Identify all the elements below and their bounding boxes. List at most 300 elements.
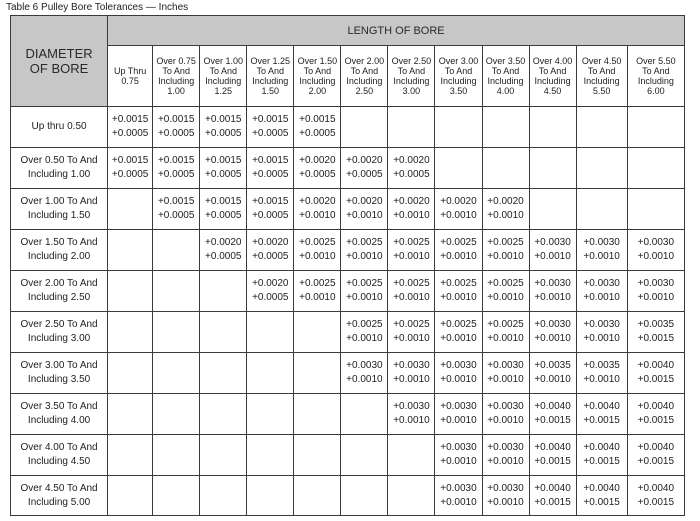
tolerance-value: +0.0005 bbox=[252, 128, 289, 139]
tolerance-cell bbox=[435, 476, 482, 516]
tolerance-cell bbox=[388, 271, 435, 312]
tolerance-value: +0.0030 bbox=[487, 482, 524, 494]
length-header: LENGTH OF BORE bbox=[108, 16, 685, 46]
tolerance-cell bbox=[627, 148, 684, 189]
tolerance-value: +0.0005 bbox=[393, 169, 430, 180]
tolerance-value: +0.0010 bbox=[440, 251, 477, 262]
tolerance-cell bbox=[200, 189, 247, 230]
row-label bbox=[11, 435, 108, 476]
tolerance-value: +0.0030 bbox=[440, 482, 477, 494]
tolerance-cell bbox=[341, 148, 388, 189]
column-header-line: Over 3.50 bbox=[485, 56, 526, 66]
tolerance-cell bbox=[153, 271, 200, 312]
tolerance-value: +0.0025 bbox=[299, 237, 336, 248]
column-header bbox=[108, 46, 153, 107]
row-label-line: Including 3.00 bbox=[27, 333, 91, 344]
tolerance-cell bbox=[529, 435, 576, 476]
row-label-line: Over 0.50 To And bbox=[20, 155, 98, 166]
tolerance-cell bbox=[576, 271, 627, 312]
tolerance-value: +0.0030 bbox=[487, 442, 524, 453]
tolerance-cell bbox=[108, 107, 153, 148]
column-header-line: Over 5.50 bbox=[636, 56, 676, 66]
column-header bbox=[576, 46, 627, 107]
tolerance-value: +0.0010 bbox=[487, 292, 524, 303]
tolerance-value: +0.0025 bbox=[487, 237, 524, 248]
tolerance-value: +0.0015 bbox=[637, 456, 675, 467]
tolerance-cell bbox=[247, 230, 294, 271]
tolerance-value: +0.0010 bbox=[534, 374, 571, 385]
tolerance-cell bbox=[388, 312, 435, 353]
tolerance-value: +0.0040 bbox=[583, 482, 620, 494]
row-label bbox=[11, 107, 108, 148]
column-header-line: To And bbox=[209, 66, 237, 76]
tolerance-value: +0.0015 bbox=[157, 114, 195, 125]
tolerance-cell bbox=[294, 312, 341, 353]
table-row bbox=[11, 230, 685, 271]
pulley-bore-table bbox=[10, 15, 685, 516]
tolerance-value: +0.0010 bbox=[534, 333, 571, 344]
tolerance-cell bbox=[627, 353, 684, 394]
tolerance-value: +0.0005 bbox=[299, 128, 336, 139]
table-row bbox=[11, 271, 685, 312]
tolerance-cell bbox=[482, 148, 529, 189]
tolerance-value: +0.0015 bbox=[583, 456, 620, 467]
column-header-line: To And bbox=[303, 66, 332, 76]
tolerance-value: +0.0010 bbox=[583, 333, 620, 344]
tolerance-value: +0.0010 bbox=[440, 210, 477, 221]
tolerance-cell bbox=[153, 394, 200, 435]
tolerance-value: +0.0015 bbox=[534, 456, 571, 467]
table-row bbox=[11, 353, 685, 394]
tolerance-cell bbox=[482, 435, 529, 476]
tolerance-value: +0.0020 bbox=[252, 278, 289, 289]
column-header-line: Over 4.00 bbox=[532, 56, 573, 66]
column-header-line: Including bbox=[440, 76, 477, 86]
tolerance-value: +0.0015 bbox=[637, 333, 675, 344]
tolerance-value: +0.0020 bbox=[393, 196, 430, 207]
tolerance-value: +0.0015 bbox=[299, 114, 336, 125]
tolerance-value: +0.0025 bbox=[487, 278, 524, 289]
row-label-line: Including 3.50 bbox=[27, 374, 91, 385]
column-header-line: Over 3.00 bbox=[438, 56, 479, 66]
tolerance-cell bbox=[200, 312, 247, 353]
tolerance-value: +0.0020 bbox=[346, 155, 383, 166]
tolerance-value: +0.0010 bbox=[393, 210, 430, 221]
tolerance-value: +0.0030 bbox=[346, 360, 383, 371]
tolerance-value: +0.0020 bbox=[299, 196, 336, 207]
tolerance-value: +0.0025 bbox=[440, 237, 477, 248]
tolerance-cell bbox=[294, 435, 341, 476]
tolerance-cell bbox=[529, 394, 576, 435]
column-header-line: 3.00 bbox=[402, 86, 421, 96]
row-label-line: Including 1.50 bbox=[27, 210, 91, 221]
tolerance-cell bbox=[294, 271, 341, 312]
tolerance-value: +0.0005 bbox=[205, 169, 242, 180]
tolerance-value: +0.0010 bbox=[393, 251, 430, 262]
tolerance-cell bbox=[153, 476, 200, 516]
tolerance-cell bbox=[247, 312, 294, 353]
column-header-line: Including bbox=[299, 76, 336, 86]
tolerance-value: +0.0030 bbox=[583, 278, 620, 289]
tolerance-value: +0.0010 bbox=[487, 251, 524, 262]
tolerance-value: +0.0010 bbox=[346, 292, 383, 303]
column-header bbox=[294, 46, 341, 107]
column-header-line: Including bbox=[487, 76, 524, 86]
tolerance-value: +0.0005 bbox=[299, 169, 336, 180]
tolerance-value: +0.0020 bbox=[205, 237, 242, 248]
tolerance-cell bbox=[247, 435, 294, 476]
table-row bbox=[11, 107, 685, 148]
row-label-line: Over 3.50 To And bbox=[20, 401, 98, 412]
tolerance-cell bbox=[108, 435, 153, 476]
tolerance-value: +0.0010 bbox=[299, 251, 336, 262]
row-label-line: Over 4.50 To And bbox=[20, 482, 98, 494]
tolerance-cell bbox=[247, 353, 294, 394]
column-header-line: To And bbox=[162, 66, 190, 76]
tolerance-cell bbox=[153, 435, 200, 476]
tolerance-value: +0.0010 bbox=[346, 251, 383, 262]
column-header-line: To And bbox=[256, 66, 285, 76]
tolerance-value: +0.0015 bbox=[637, 415, 675, 426]
tolerance-cell bbox=[108, 189, 153, 230]
tolerance-value: +0.0015 bbox=[534, 415, 571, 426]
tolerance-value: +0.0030 bbox=[583, 319, 620, 330]
tolerance-value: +0.0010 bbox=[440, 456, 477, 467]
tolerance-cell bbox=[529, 476, 576, 516]
row-label-line: Over 1.00 To And bbox=[20, 196, 98, 207]
tolerance-value: +0.0035 bbox=[637, 319, 675, 330]
tolerance-cell bbox=[576, 435, 627, 476]
tolerance-cell bbox=[435, 394, 482, 435]
tolerance-cell bbox=[627, 107, 684, 148]
column-header-line: Over 0.75 bbox=[156, 56, 196, 66]
tolerance-value: +0.0020 bbox=[393, 155, 430, 166]
tolerance-cell bbox=[482, 476, 529, 516]
table-row bbox=[11, 476, 685, 516]
tolerance-value: +0.0020 bbox=[252, 237, 289, 248]
tolerance-value: +0.0025 bbox=[393, 237, 430, 248]
tolerance-value: +0.0030 bbox=[534, 237, 571, 248]
tolerance-cell bbox=[153, 230, 200, 271]
tolerance-value: +0.0010 bbox=[393, 374, 430, 385]
tolerance-cell bbox=[153, 353, 200, 394]
column-header bbox=[435, 46, 482, 107]
tolerance-value: +0.0010 bbox=[440, 415, 477, 426]
tolerance-value: +0.0015 bbox=[111, 114, 149, 125]
table-body bbox=[11, 107, 685, 516]
tolerance-value: +0.0030 bbox=[440, 360, 477, 371]
tolerance-value: +0.0040 bbox=[534, 442, 571, 453]
tolerance-cell bbox=[108, 271, 153, 312]
tolerance-cell bbox=[341, 107, 388, 148]
tolerance-cell bbox=[200, 148, 247, 189]
column-header-line: Over 2.50 bbox=[391, 56, 432, 66]
tolerance-cell bbox=[200, 435, 247, 476]
tolerance-cell bbox=[435, 148, 482, 189]
tolerance-value: +0.0015 bbox=[534, 496, 571, 508]
tolerance-cell bbox=[247, 271, 294, 312]
tolerance-value: +0.0025 bbox=[393, 319, 430, 330]
tolerance-cell bbox=[482, 107, 529, 148]
tolerance-cell bbox=[435, 435, 482, 476]
tolerance-cell bbox=[388, 476, 435, 516]
tolerance-value: +0.0010 bbox=[487, 456, 524, 467]
tolerance-value: +0.0010 bbox=[393, 415, 430, 426]
column-header-line: 0.75 bbox=[121, 76, 139, 86]
tolerance-cell bbox=[388, 394, 435, 435]
tolerance-value: +0.0025 bbox=[393, 278, 430, 289]
tolerance-value: +0.0040 bbox=[637, 482, 675, 494]
tolerance-value: +0.0005 bbox=[252, 251, 289, 262]
tolerance-value: +0.0005 bbox=[157, 128, 195, 139]
tolerance-cell bbox=[388, 148, 435, 189]
column-header-line: 1.00 bbox=[167, 86, 185, 96]
tolerance-value: +0.0030 bbox=[487, 360, 524, 371]
diameter-header bbox=[11, 16, 108, 107]
table-row bbox=[11, 394, 685, 435]
tolerance-cell bbox=[529, 353, 576, 394]
tolerance-value: +0.0025 bbox=[440, 278, 477, 289]
table-row bbox=[11, 189, 685, 230]
tolerance-value: +0.0010 bbox=[440, 496, 477, 508]
tolerance-cell bbox=[388, 435, 435, 476]
table-row bbox=[11, 148, 685, 189]
tolerance-cell bbox=[576, 230, 627, 271]
tolerance-cell bbox=[435, 271, 482, 312]
row-label-line: Up thru 0.50 bbox=[31, 121, 87, 132]
tolerance-value: +0.0010 bbox=[487, 415, 524, 426]
column-header bbox=[627, 46, 684, 107]
tolerance-value: +0.0010 bbox=[393, 292, 430, 303]
tolerance-cell bbox=[200, 271, 247, 312]
tolerance-cell bbox=[482, 271, 529, 312]
tolerance-value: +0.0015 bbox=[252, 196, 289, 207]
tolerance-value: +0.0040 bbox=[637, 401, 675, 412]
tolerance-cell bbox=[294, 230, 341, 271]
tolerance-cell bbox=[529, 230, 576, 271]
tolerance-cell bbox=[294, 107, 341, 148]
tolerance-cell bbox=[627, 271, 684, 312]
tolerance-value: +0.0020 bbox=[487, 196, 524, 207]
tolerance-cell bbox=[341, 271, 388, 312]
column-header-line: Including bbox=[583, 76, 620, 86]
diameter-header-line: OF BORE bbox=[29, 61, 89, 76]
tolerance-value: +0.0010 bbox=[440, 374, 477, 385]
tolerance-value: +0.0015 bbox=[252, 155, 289, 166]
tolerance-value: +0.0015 bbox=[637, 374, 675, 385]
column-header-line: 6.00 bbox=[647, 86, 665, 96]
tolerance-cell bbox=[341, 312, 388, 353]
tolerance-cell bbox=[108, 476, 153, 516]
column-header-line: 1.25 bbox=[214, 86, 232, 96]
tolerance-value: +0.0030 bbox=[440, 442, 477, 453]
column-header-line: To And bbox=[587, 66, 616, 76]
column-header-line: 4.50 bbox=[543, 86, 562, 96]
tolerance-cell bbox=[482, 312, 529, 353]
column-header-line: Over 4.50 bbox=[581, 56, 622, 66]
tolerance-cell bbox=[576, 353, 627, 394]
column-header-line: To And bbox=[491, 66, 520, 76]
column-header bbox=[153, 46, 200, 107]
tolerance-value: +0.0010 bbox=[393, 333, 430, 344]
tolerance-cell bbox=[200, 107, 247, 148]
tolerance-cell bbox=[529, 189, 576, 230]
tolerance-cell bbox=[341, 353, 388, 394]
tolerance-value: +0.0005 bbox=[252, 292, 289, 303]
row-label-line: Over 1.50 To And bbox=[20, 237, 98, 248]
tolerance-value: +0.0005 bbox=[157, 210, 195, 221]
tolerance-cell bbox=[576, 476, 627, 516]
tolerance-value: +0.0010 bbox=[534, 292, 571, 303]
tolerance-cell bbox=[529, 312, 576, 353]
column-header bbox=[200, 46, 247, 107]
table-caption: Table 6 Pulley Bore Tolerances — Inches bbox=[6, 2, 189, 13]
column-header-row bbox=[11, 46, 685, 107]
tolerance-cell bbox=[388, 353, 435, 394]
tolerance-cell bbox=[247, 148, 294, 189]
column-header-line: Over 1.00 bbox=[203, 56, 243, 66]
tolerance-cell bbox=[200, 394, 247, 435]
tolerance-cell bbox=[576, 312, 627, 353]
column-header-line: 2.00 bbox=[308, 86, 327, 96]
tolerance-value: +0.0010 bbox=[440, 333, 477, 344]
tolerance-cell bbox=[529, 271, 576, 312]
tolerance-cell bbox=[341, 230, 388, 271]
column-header-line: Including bbox=[346, 76, 383, 86]
row-label bbox=[11, 353, 108, 394]
row-label-line: Including 1.00 bbox=[27, 169, 91, 180]
tolerance-cell bbox=[153, 312, 200, 353]
row-label-line: Over 2.50 To And bbox=[20, 319, 98, 330]
column-header bbox=[388, 46, 435, 107]
tolerance-value: +0.0040 bbox=[637, 442, 675, 453]
tolerance-value: +0.0010 bbox=[637, 251, 675, 262]
row-label bbox=[11, 312, 108, 353]
tolerance-value: +0.0020 bbox=[440, 196, 477, 207]
tolerance-value: +0.0015 bbox=[583, 415, 620, 426]
tolerance-cell bbox=[294, 353, 341, 394]
tolerance-cell bbox=[341, 394, 388, 435]
column-header-line: Over 1.25 bbox=[250, 56, 291, 66]
tolerance-cell bbox=[108, 353, 153, 394]
tolerance-value: +0.0005 bbox=[205, 210, 242, 221]
tolerance-value: +0.0040 bbox=[637, 360, 675, 371]
tolerance-cell bbox=[435, 189, 482, 230]
tolerance-cell bbox=[108, 148, 153, 189]
tolerance-cell bbox=[482, 230, 529, 271]
tolerance-value: +0.0005 bbox=[157, 169, 195, 180]
column-header bbox=[341, 46, 388, 107]
column-header-line: Including bbox=[393, 76, 430, 86]
tolerance-cell bbox=[294, 189, 341, 230]
column-header-line: 2.50 bbox=[355, 86, 374, 96]
tolerance-cell bbox=[247, 394, 294, 435]
tolerance-value: +0.0030 bbox=[487, 401, 524, 412]
tolerance-value: +0.0040 bbox=[534, 482, 571, 494]
tolerance-value: +0.0010 bbox=[440, 292, 477, 303]
tolerance-value: +0.0040 bbox=[583, 401, 620, 412]
tolerance-cell bbox=[627, 230, 684, 271]
tolerance-cell bbox=[200, 353, 247, 394]
tolerance-value: +0.0015 bbox=[637, 496, 675, 508]
table-row bbox=[11, 435, 685, 476]
column-header-line: Over 2.00 bbox=[344, 56, 385, 66]
tolerance-cell bbox=[482, 353, 529, 394]
column-header-line: 1.50 bbox=[261, 86, 280, 96]
tolerance-cell bbox=[529, 148, 576, 189]
tolerance-cell bbox=[576, 394, 627, 435]
tolerance-value: +0.0015 bbox=[252, 114, 289, 125]
tolerance-value: +0.0035 bbox=[583, 360, 620, 371]
tolerance-value: +0.0015 bbox=[205, 155, 242, 166]
tolerance-cell bbox=[388, 189, 435, 230]
column-header bbox=[247, 46, 294, 107]
tolerance-value: +0.0030 bbox=[534, 319, 571, 330]
tolerance-cell bbox=[482, 394, 529, 435]
row-label bbox=[11, 476, 108, 516]
tolerance-value: +0.0015 bbox=[583, 496, 620, 508]
column-header-line: Including bbox=[534, 76, 571, 86]
column-header-line: 3.50 bbox=[449, 86, 468, 96]
tolerance-value: +0.0040 bbox=[583, 442, 620, 453]
tolerance-value: +0.0005 bbox=[111, 128, 149, 139]
row-label-line: Over 3.00 To And bbox=[20, 360, 98, 371]
tolerance-value: +0.0010 bbox=[583, 251, 620, 262]
tolerance-value: +0.0005 bbox=[111, 169, 149, 180]
column-header-line: To And bbox=[397, 66, 426, 76]
tolerance-value: +0.0005 bbox=[252, 169, 289, 180]
tolerance-value: +0.0030 bbox=[440, 401, 477, 412]
tolerance-value: +0.0005 bbox=[252, 210, 289, 221]
column-header bbox=[529, 46, 576, 107]
row-label-line: Over 2.00 To And bbox=[20, 278, 98, 289]
column-header-line: 5.50 bbox=[592, 86, 611, 96]
tolerance-cell bbox=[627, 476, 684, 516]
tolerance-value: +0.0010 bbox=[583, 292, 620, 303]
tolerance-value: +0.0025 bbox=[487, 319, 524, 330]
tolerance-cell bbox=[435, 107, 482, 148]
row-label bbox=[11, 271, 108, 312]
tolerance-cell bbox=[627, 312, 684, 353]
tolerance-value: +0.0005 bbox=[205, 251, 242, 262]
tolerance-value: +0.0025 bbox=[299, 278, 336, 289]
tolerance-cell bbox=[435, 230, 482, 271]
tolerance-cell bbox=[294, 394, 341, 435]
tolerance-value: +0.0015 bbox=[157, 196, 195, 207]
row-label-line: Including 4.50 bbox=[27, 456, 91, 467]
tolerance-cell bbox=[108, 312, 153, 353]
tolerance-cell bbox=[529, 107, 576, 148]
row-label-line: Including 2.00 bbox=[27, 251, 91, 262]
tolerance-value: +0.0015 bbox=[205, 114, 242, 125]
tolerance-cell bbox=[482, 189, 529, 230]
tolerance-value: +0.0030 bbox=[393, 401, 430, 412]
column-header-line: To And bbox=[642, 66, 670, 76]
tolerance-cell bbox=[341, 435, 388, 476]
column-header-line: Up Thru bbox=[113, 66, 147, 76]
tolerance-value: +0.0030 bbox=[637, 237, 675, 248]
tolerance-value: +0.0010 bbox=[487, 210, 524, 221]
column-header-line: Over 1.50 bbox=[297, 56, 338, 66]
tolerance-cell bbox=[576, 148, 627, 189]
column-header-line: To And bbox=[444, 66, 473, 76]
table-row bbox=[11, 312, 685, 353]
tolerance-value: +0.0025 bbox=[440, 319, 477, 330]
column-header-line: To And bbox=[538, 66, 567, 76]
tolerance-value: +0.0025 bbox=[346, 278, 383, 289]
column-header-line: To And bbox=[350, 66, 379, 76]
tolerance-cell bbox=[627, 394, 684, 435]
